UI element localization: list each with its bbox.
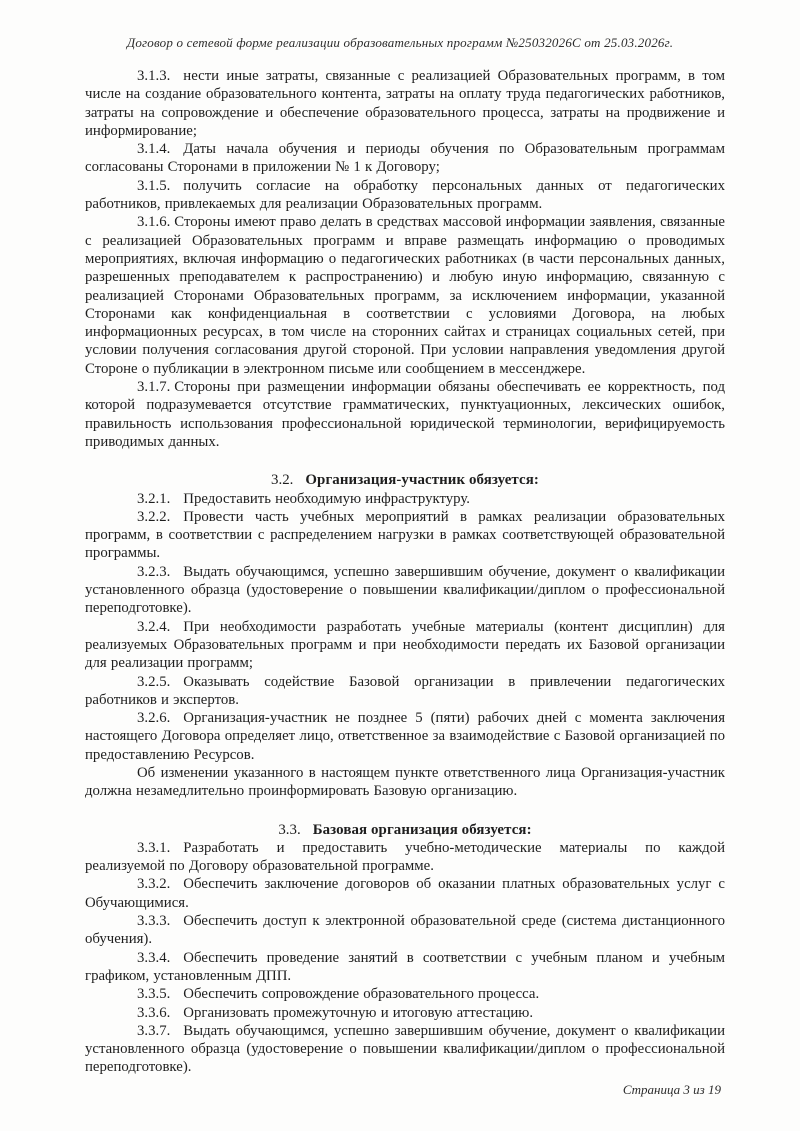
clause-3-1-6 <box>85 213 725 378</box>
section-heading-3-2 <box>85 471 725 489</box>
clause-number: 3.3.2. <box>137 876 171 893</box>
clause-text: Организация-участник не позднее 5 (пяти) рабочих дней с момента заключения настоящего Договора определяет лицо, ответственное за взаимодействие с Базовой организацией по предоставлению Ресурсов. <box>85 710 725 763</box>
section-title: Базовая организация обязуется: <box>312 821 532 838</box>
clause-number: 3.2.2. <box>137 508 171 525</box>
clause-3-1-7 <box>85 378 725 451</box>
clause-text: Выдать обучающимся, успешно завершившим обучение, документ о квалификации установленного образца (удостоверение о повышении квалификации/диплом о профессиональной переподготовке). <box>85 563 725 617</box>
clause-text: Об изменении указанного в настоящем пункте ответственного лица Организация-участник должна незамедлительно проинформировать Базовую организацию. <box>85 764 725 800</box>
clause-3-2-2 <box>85 508 725 563</box>
clause-text: Обеспечить проведение занятий в соответствии с учебным планом и учебным графиком, установленным ДПП. <box>85 949 725 984</box>
clause-text: Обеспечить доступ к электронной образовательной среде (система дистанционного обучения). <box>85 913 725 948</box>
clause-3-2-3 <box>85 563 725 618</box>
document-header-title: Договор о сетевой форме реализации образовательных программ №25032026С от 25.03.2026г. <box>126 35 674 50</box>
page-number-footer: Страница 3 из 19 <box>622 1082 721 1097</box>
clause-number: 3.2.6. <box>137 710 171 727</box>
clause-text: Организовать промежуточную и итоговую аттестацию. <box>183 1004 534 1021</box>
clause-text: Обеспечить заключение договоров об оказании платных образовательных услуг с Обучающимися. <box>85 876 725 911</box>
section-heading-3-3 <box>85 821 725 839</box>
clause-3-1-5 <box>85 177 725 214</box>
clause-number: 3.2.5. <box>137 673 171 690</box>
clause-number: 3.2.1. <box>137 490 171 507</box>
clause-number: 3.3.3. <box>137 913 171 930</box>
section-number: 3.2. <box>271 472 294 489</box>
clause-3-2-4 <box>85 618 725 673</box>
clause-3-3-6 <box>85 1004 725 1022</box>
clause-3-3-4 <box>85 949 725 986</box>
clause-3-3-7 <box>85 1022 725 1077</box>
clause-number: 3.1.5. <box>137 177 171 194</box>
clause-number: 3.3.4. <box>137 949 171 966</box>
clause-text: Предоставить необходимую инфраструктуру. <box>183 490 470 507</box>
clause-text: нести иные затраты, связанные с реализацией Образовательных программ, в том числе на создание образовательного контента, затраты на оплату труда педагогических работников, затраты на сопровождение и обеспечение образовательного процесса, затраты на продвижение и информирование; <box>85 68 725 139</box>
clause-3-2-6 <box>85 709 725 764</box>
clause-text: При необходимости разработать учебные материалы (контент дисциплин) для реализуемых Образовательных программ и при необходимости передать их Базовой организации для реализации программ; <box>85 618 725 672</box>
clause-number: 3.1.3. <box>137 68 171 84</box>
clause-number: 3.3.7. <box>137 1022 171 1039</box>
clause-3-1-3 <box>85 67 725 140</box>
clause-number: 3.2.3. <box>137 563 171 580</box>
clause-number: 3.2.4. <box>137 618 171 635</box>
clause-number: 3.1.6. <box>137 214 171 231</box>
clause-text: Обеспечить сопровождение образовательного процесса. <box>183 986 540 1003</box>
clause-text: Выдать обучающимся, успешно завершившим обучение, документ о квалификации установленного образца (удостоверение о повышении квалификации/диплом о профессиональной переподготовке). <box>85 1022 725 1076</box>
clause-text: Даты начала обучения и периоды обучения по Образовательным программам согласованы Сторонами в приложении № 1 к Договору; <box>85 141 725 176</box>
clause-3-2-5 <box>85 673 725 710</box>
clause-text: получить согласие на обработку персональных данных от педагогических работников, привлекаемых для реализации Образовательных программ. <box>85 177 725 213</box>
clause-3-3-3 <box>85 912 725 949</box>
clause-text: Провести часть учебных мероприятий в рамках реализации образовательных программ, в соответствии с распределением нагрузки в рамках соответствующей образовательной программы. <box>85 508 725 562</box>
clause-3-3-5 <box>85 985 725 1003</box>
clause-text: Стороны при размещении информации обязаны обеспечивать ее корректность, под которой подразумевается отсутствие грамматических, пунктуационных, лексических ошибок, правильность использования профессиональной юридической терминологии, верифицируемость приводимых данных. <box>85 379 725 450</box>
clause-3-1-4 <box>85 140 725 177</box>
clause-3-3-1 <box>85 839 725 876</box>
clause-3-2-1 <box>85 490 725 508</box>
clause-number: 3.1.4. <box>137 141 171 158</box>
clause-text: Разработать и предоставить учебно-методические материалы по каждой реализуемой по Договору образовательной программе. <box>85 839 725 875</box>
clause-number: 3.1.7. <box>137 379 171 396</box>
clause-number: 3.3.6. <box>137 1004 171 1021</box>
clause-text: Стороны имеют право делать в средствах массовой информации заявления, связанные с реализацией Образовательных программ и вправе размещать информацию о проводимых мероприятиях, включая информацию о педагогических работниках (в части персональных данных, разрешенных преподавателем к распространению) и любую иную информацию, связанную с реализацией Сторонами Образовательных программ, за исключением информации, указанной Сторонами как конфиденциальная в соответствии с условиями Договора, на любых информационных ресурсах, в том числе на сторонних сайтах и страницах социальных сетей, при условии получения согласования другой стороной. При условии направления уведомления другой Стороне о публикации в электронном письме или сообщением в мессенджере. <box>85 214 725 377</box>
clause-3-2-note <box>85 764 725 801</box>
section-title: Организация-участник обязуется: <box>305 472 539 489</box>
clause-number: 3.3.1. <box>137 839 171 856</box>
section-number: 3.3. <box>278 821 301 838</box>
document-body <box>85 67 725 1077</box>
clause-3-3-2 <box>85 875 725 912</box>
clause-text: Оказывать содействие Базовой организации в привлечении педагогических работников и экспертов. <box>85 673 725 708</box>
clause-number: 3.3.5. <box>137 986 171 1003</box>
